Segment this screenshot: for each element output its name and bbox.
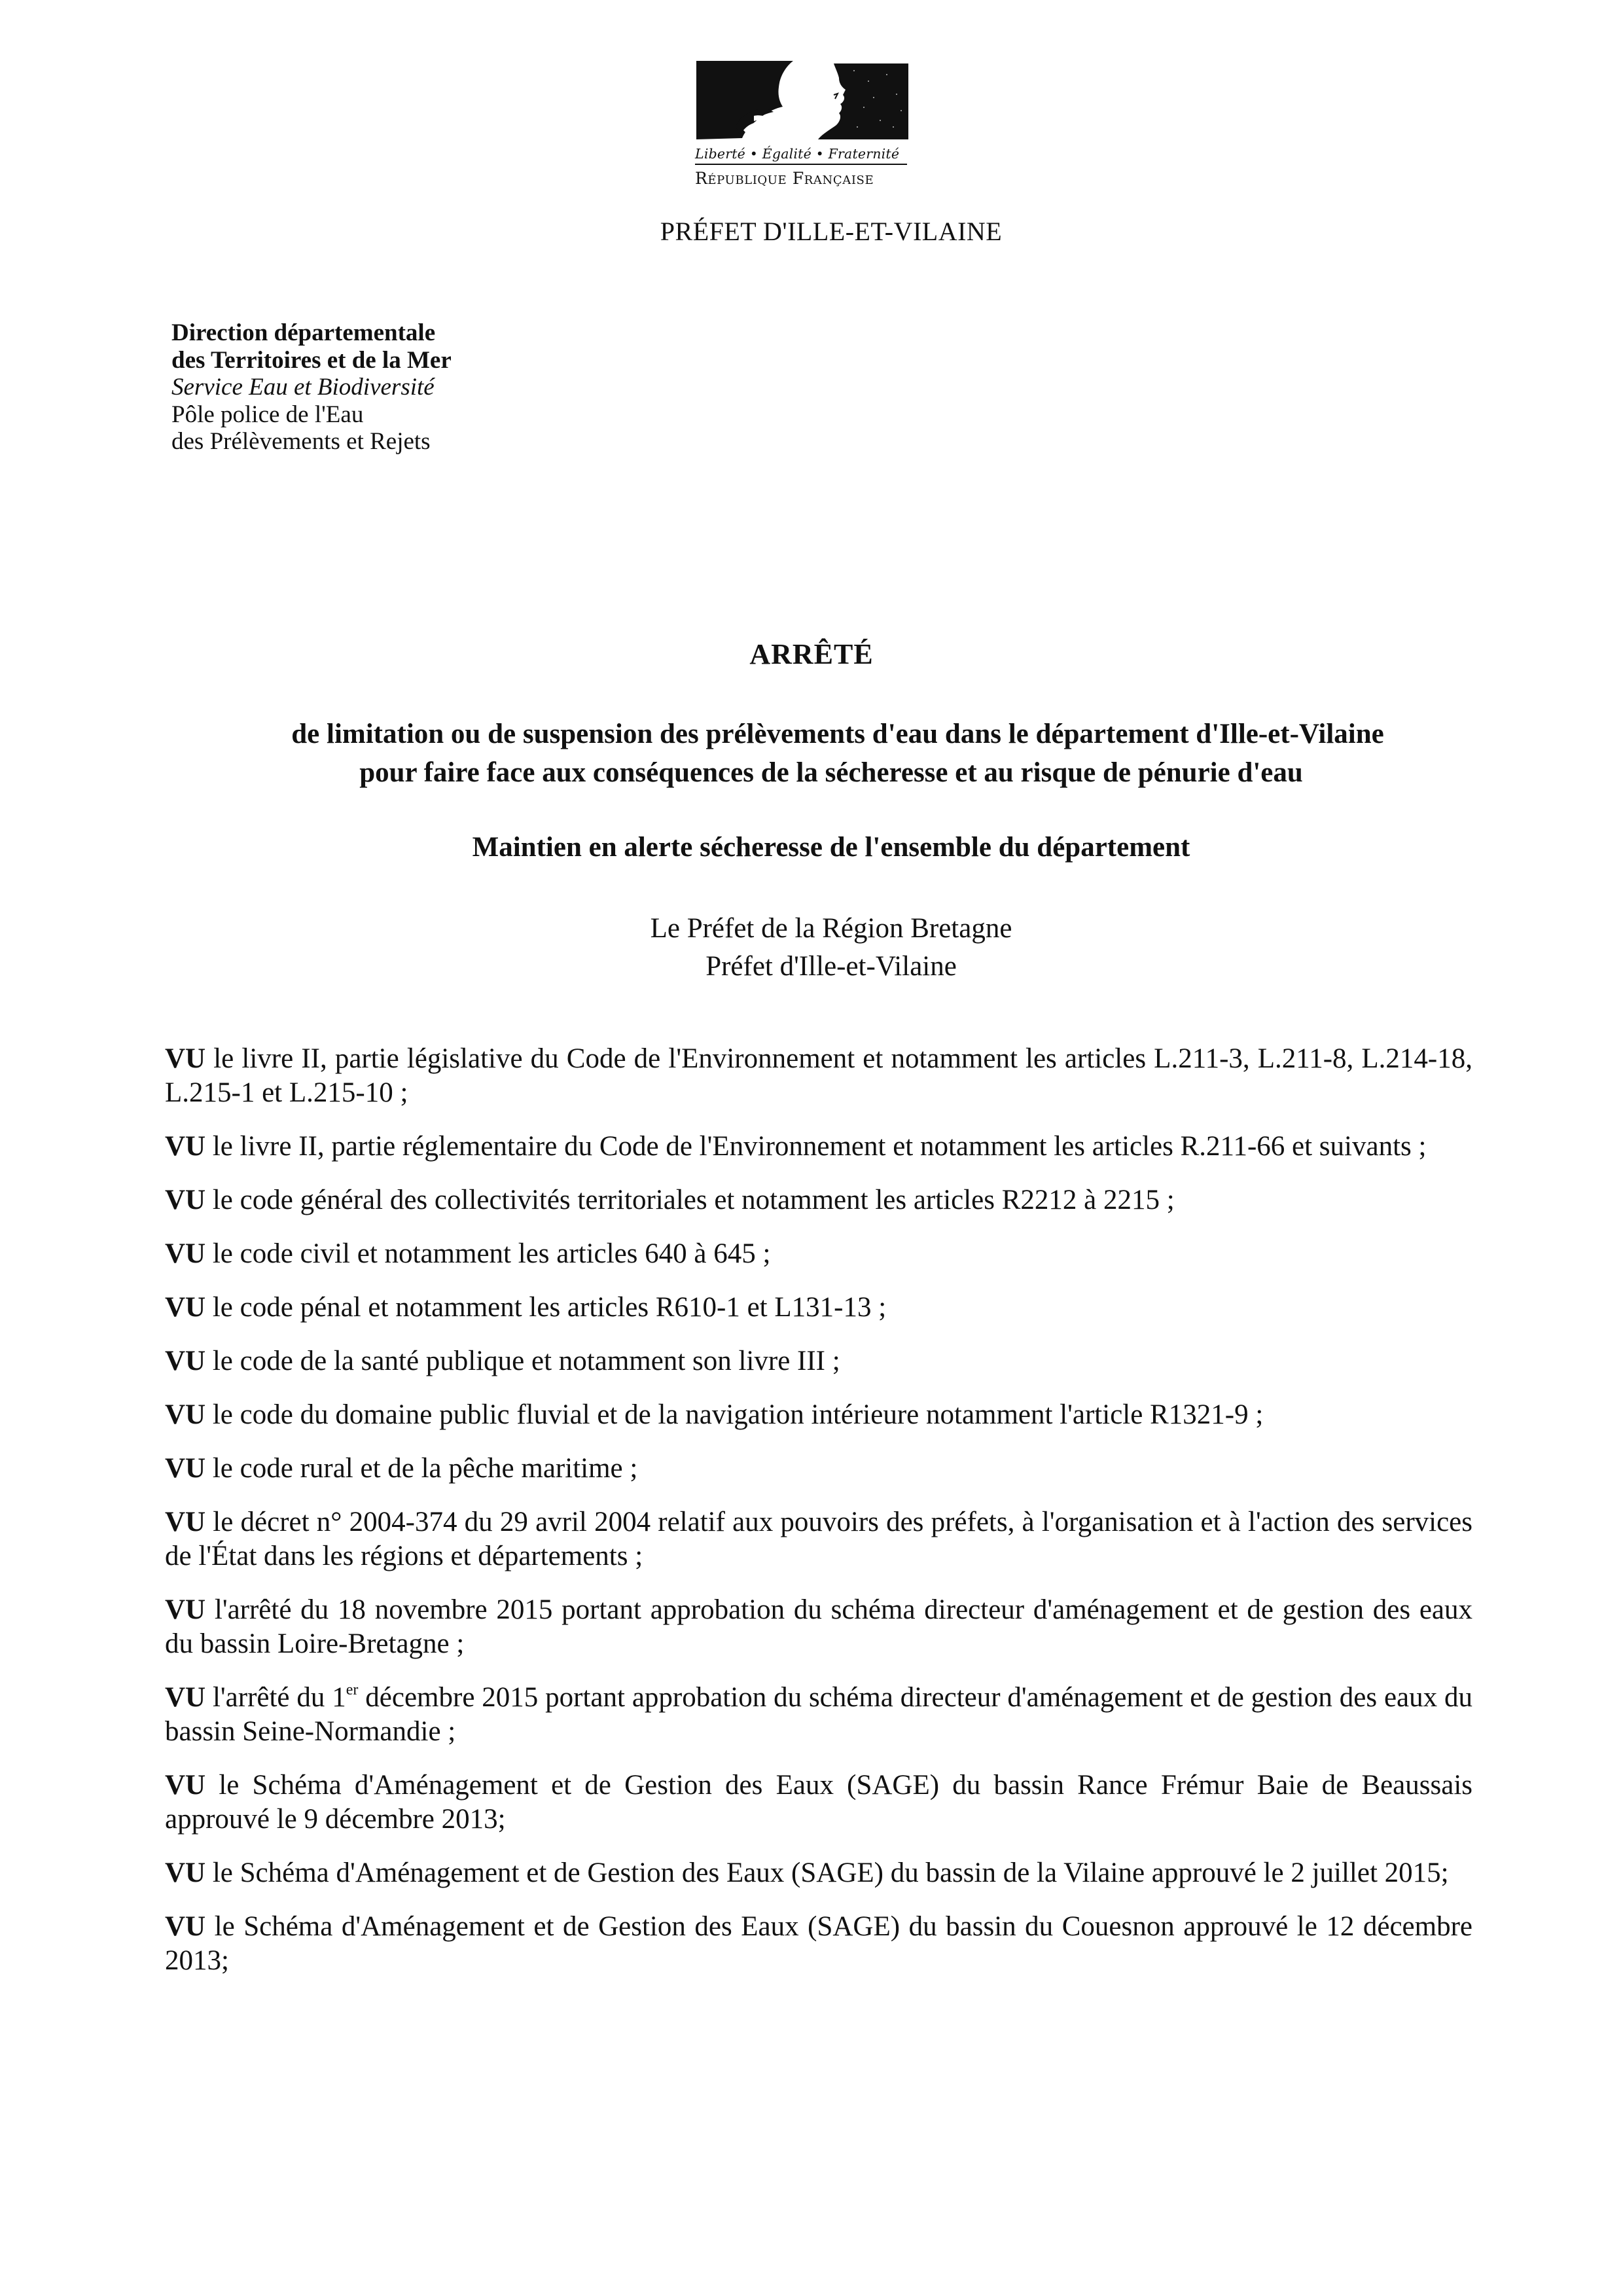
service-direction: Direction départementale (171, 319, 436, 346)
service-name: Service Eau et Biodiversité (171, 374, 435, 401)
document-subtitle-line-3: Maintien en alerte sécheresse de l'ensemble du département (472, 832, 1190, 863)
visa-paragraph (165, 1291, 1472, 1325)
ordinal-superscript: er (346, 1681, 359, 1698)
visa-paragraph (165, 1344, 1472, 1378)
visa-text: le Schéma d'Aménagement et de Gestion des Eaux (SAGE) du bassin du Couesnon approuvé le 12 décembre 2013; (165, 1911, 1472, 1976)
service-pole-cont: des Prélèvements et Rejets (171, 428, 431, 455)
visa-text: l'arrêté du 18 novembre 2015 portant approbation du schéma directeur d'aménagement et de gestion des eaux du bassin Loire-Bretagne ; (165, 1594, 1472, 1659)
visa-paragraph (165, 1768, 1472, 1837)
visa-text: le code général des collectivités territoriales et notamment les articles R2212 à 2215 ; (205, 1185, 1175, 1215)
visa-text: le livre II, partie législative du Code de l'Environnement et notamment les articles L.211-3, L.211-8, L.214-18, L.215-1 et L.215-10 ; (165, 1043, 1472, 1108)
visa-lead: VU (165, 1682, 206, 1713)
republic-name: République Française (695, 169, 874, 188)
issuing-service-block (171, 319, 452, 456)
visa-paragraph (165, 1681, 1472, 1749)
visa-text: le code pénal et notamment les articles R610-1 et L131-13 ; (205, 1292, 887, 1323)
visa-paragraph (165, 1398, 1472, 1432)
visa-text: le code rural et de la pêche maritime ; (205, 1453, 638, 1484)
visa-paragraph (165, 1593, 1472, 1661)
visa-paragraph (165, 1452, 1472, 1486)
visa-lead: VU (165, 1911, 206, 1942)
signatory-line-2: Préfet d'Ille-et-Vilaine (705, 951, 957, 982)
republic-logo-block (695, 61, 921, 188)
visa-lead: VU (165, 1346, 206, 1376)
document-subtitle-line-2: pour faire face aux conséquences de la sécheresse et au risque de pénurie d'eau (359, 757, 1303, 788)
visa-text: le code de la santé publique et notamment son livre III ; (205, 1346, 840, 1376)
document-title: ARRÊTÉ (749, 638, 874, 670)
visa-lead: VU (165, 1453, 206, 1484)
visa-lead: VU (165, 1594, 206, 1625)
visa-text: le code du domaine public fluvial et de la navigation intérieure notamment l'article R1321-9 ; (205, 1399, 1264, 1430)
visa-lead: VU (165, 1292, 206, 1323)
visa-lead: VU (165, 1043, 206, 1074)
visa-text: le Schéma d'Aménagement et de Gestion des Eaux (SAGE) du bassin Rance Frémur Baie de Beaussais approuvé le 9 décembre 2013; (165, 1770, 1472, 1835)
visa-text: le décret n° 2004-374 du 29 avril 2004 relatif aux pouvoirs des préfets, à l'organisation et à l'action des services de l'État dans les régions et départements ; (165, 1507, 1472, 1571)
visa-paragraph (165, 1183, 1472, 1217)
visa-text-prefix: l'arrêté du 1 (205, 1682, 346, 1713)
visa-paragraph (165, 1505, 1472, 1573)
document-subtitle-line-1: de limitation ou de suspension des prélèvements d'eau dans le département d'Ille-et-Vilaine (291, 719, 1384, 749)
visa-paragraph (165, 1237, 1472, 1271)
visa-lead: VU (165, 1131, 206, 1162)
visa-paragraph (165, 1856, 1472, 1890)
visa-paragraph (165, 1910, 1472, 1978)
signatory-line-1: Le Préfet de la Région Bretagne (650, 913, 1012, 944)
visa-text: le livre II, partie réglementaire du Code de l'Environnement et notamment les articles R.211-66 et suivants ; (205, 1131, 1427, 1162)
visa-lead: VU (165, 1399, 206, 1430)
visa-lead: VU (165, 1238, 206, 1269)
visa-paragraph (165, 1130, 1472, 1164)
republic-motto: Liberté • Égalité • Fraternité (695, 146, 907, 165)
visa-text: le code civil et notamment les articles 640 à 645 ; (205, 1238, 771, 1269)
visa-paragraph (165, 1042, 1472, 1110)
visa-lead: VU (165, 1507, 206, 1537)
visa-text: le Schéma d'Aménagement et de Gestion des Eaux (SAGE) du bassin de la Vilaine approuvé le 2 juillet 2015; (205, 1857, 1449, 1888)
marianne-logo-icon (696, 61, 908, 141)
service-direction-cont: des Territoires et de la Mer (171, 346, 452, 374)
visa-text: décembre 2015 portant approbation du schéma directeur d'aménagement et de gestion des eaux du bassin Seine-Normandie ; (165, 1682, 1472, 1747)
visa-lead: VU (165, 1185, 206, 1215)
visa-lead: VU (165, 1857, 206, 1888)
prefecture-header: PRÉFET D'ILLE-ET-VILAINE (660, 217, 1003, 246)
service-pole: Pôle police de l'Eau (171, 401, 364, 428)
visa-lead: VU (165, 1770, 206, 1801)
visa-list (165, 1042, 1472, 1998)
